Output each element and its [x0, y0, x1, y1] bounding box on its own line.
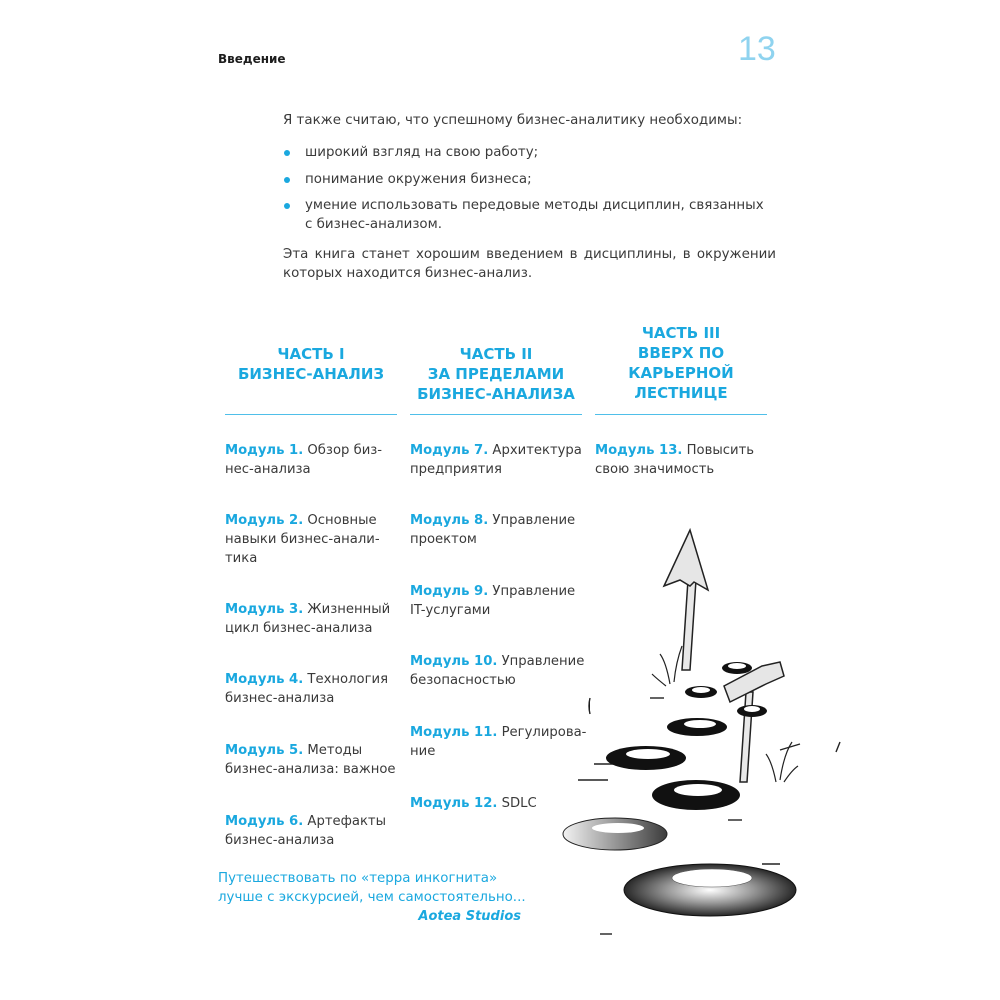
module-title-continued: бизнес-анализа [225, 833, 335, 848]
module-5 [225, 741, 405, 779]
stone-hole [652, 780, 740, 810]
part-2-title-line: БИЗНЕС-АНАЛИЗА [417, 385, 575, 403]
part-1-divider [225, 414, 397, 415]
module-title-continued: проектом [410, 532, 477, 547]
module-number: Модуль 7. [410, 443, 489, 458]
stone-hole [667, 718, 727, 736]
module-number: Модуль 13. [595, 443, 683, 458]
module-title-continued: тика [225, 551, 258, 566]
part-3-title-line: ЛЕСТНИЦЕ [634, 384, 728, 402]
module-4 [225, 670, 405, 708]
quote-line: Путешествовать по «терра инкогнита» [218, 871, 498, 886]
module-title-continued: предприятия [410, 462, 502, 477]
module-title-continued: бизнес-анализа: важное [225, 762, 396, 777]
module-7 [410, 441, 590, 479]
part-2-heading [410, 344, 582, 404]
left-arrow-signpost [724, 662, 784, 782]
stepping-stones-illustration [540, 520, 1000, 960]
part-2-title-line: ЧАСТЬ II [459, 345, 533, 363]
part-2-divider [410, 414, 582, 415]
up-arrow-signpost [664, 530, 708, 670]
module-title-continued: свою значимость [595, 462, 715, 477]
module-number: Модуль 5. [225, 743, 304, 758]
bullet-item [283, 196, 783, 234]
stone-hole [606, 746, 686, 770]
module-title: Жизненный [307, 602, 391, 617]
page-number: 13 [738, 30, 776, 68]
module-title: Регулирова- [501, 725, 587, 740]
module-6 [225, 812, 405, 850]
part-1-heading [225, 344, 397, 384]
bullet-text-continued: с бизнес-анализом. [305, 217, 442, 232]
bullet-dot [284, 150, 290, 156]
module-title: SDLC [501, 796, 537, 811]
module-number: Модуль 2. [225, 513, 304, 528]
quote-author: Aotea Studios [418, 909, 521, 924]
bullet-item [283, 143, 783, 162]
module-title: Обзор биз- [307, 443, 383, 458]
bullet-item [283, 170, 783, 189]
module-title: Архитектура [492, 443, 582, 458]
bullet-dot [284, 177, 290, 183]
part-1-title-line: БИЗНЕС-АНАЛИЗ [237, 365, 385, 383]
bullet-dot [284, 203, 290, 209]
module-title-continued: навыки бизнес-анали- [225, 532, 380, 547]
module-13 [595, 441, 775, 479]
paragraph-line: которых находится бизнес-анализ. [283, 266, 533, 281]
module-title: Управление [492, 584, 576, 599]
module-title-continued: IT-услугами [410, 603, 491, 618]
part-3-divider [595, 414, 767, 415]
stone-hole [722, 662, 752, 674]
intro-text: Я также считаю, что успешному бизнес-аналитику необходимы: [283, 113, 743, 128]
module-number: Модуль 11. [410, 725, 498, 740]
body-paragraph [283, 245, 776, 283]
stone-hole [737, 705, 767, 717]
part-3-heading [595, 323, 767, 403]
part-2-title-line: ЗА ПРЕДЕЛАМИ [427, 365, 565, 383]
module-title: Артефакты [307, 814, 387, 829]
bullet-text: широкий взгляд на свою работу; [305, 145, 539, 160]
part-3-title-line: КАРЬЕРНОЙ [628, 364, 734, 382]
module-number: Модуль 10. [410, 654, 498, 669]
section-label: Введение [218, 52, 286, 66]
module-title-continued: безопасностью [410, 673, 516, 688]
part-1-title-line: ЧАСТЬ I [277, 345, 345, 363]
module-title-continued: нес-анализа [225, 462, 311, 477]
quote-line: лучше с экскурсией, чем самостоятельно... [218, 890, 526, 905]
module-number: Модуль 3. [225, 602, 304, 617]
part-3-title-line: ВВЕРХ ПО [637, 344, 725, 362]
module-title-continued: ние [410, 744, 436, 759]
module-title: Основные [307, 513, 377, 528]
module-title-continued: цикл бизнес-анализа [225, 621, 373, 636]
module-title-continued: бизнес-анализа [225, 691, 335, 706]
module-3 [225, 600, 405, 638]
module-title: Управление [492, 513, 576, 528]
module-number: Модуль 9. [410, 584, 489, 599]
module-1 [225, 441, 405, 479]
stone-hole [624, 864, 796, 916]
module-title: Технология [307, 672, 389, 687]
part-3-title-line: ЧАСТЬ III [641, 324, 721, 342]
module-number: Модуль 1. [225, 443, 304, 458]
module-number: Модуль 12. [410, 796, 498, 811]
paragraph-line: Эта книга станет хорошим введением в дисциплины, в окружении [283, 247, 776, 262]
bullet-text: понимание окружения бизнеса; [305, 172, 532, 187]
module-2 [225, 511, 405, 568]
module-title: Методы [307, 743, 363, 758]
module-number: Модуль 6. [225, 814, 304, 829]
module-title: Управление [501, 654, 585, 669]
stone-hole [685, 686, 717, 698]
module-number: Модуль 8. [410, 513, 489, 528]
stone-hole [563, 818, 667, 850]
module-number: Модуль 4. [225, 672, 304, 687]
quote [218, 869, 538, 907]
bullet-text: умение использовать передовые методы дисциплин, связанных [305, 198, 764, 213]
module-title: Повысить [686, 443, 755, 458]
